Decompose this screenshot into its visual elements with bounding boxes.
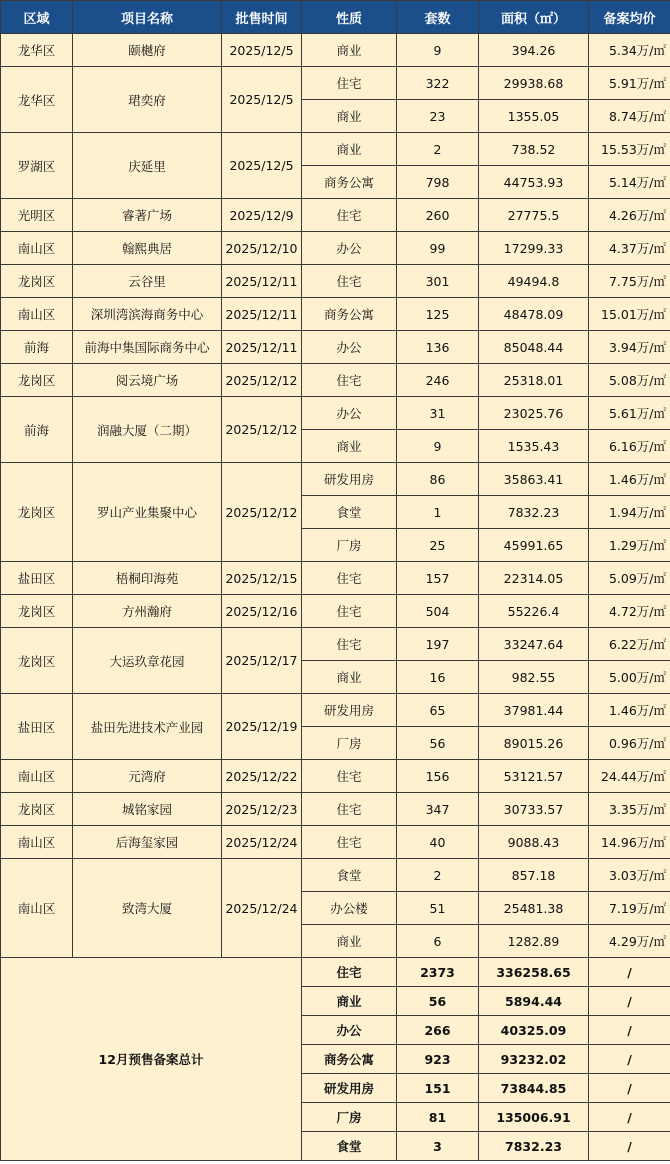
area-cell: 44753.93 xyxy=(479,166,589,199)
header-property-type: 性质 xyxy=(302,1,397,34)
avg-price-cell: 5.09万/㎡ xyxy=(589,562,670,595)
project-name-cell: 庆延里 xyxy=(73,133,222,199)
table-row xyxy=(1,859,670,892)
units-cell: 86 xyxy=(397,463,479,496)
project-name-cell: 城铭家园 xyxy=(73,793,222,826)
property-type-cell: 商业 xyxy=(302,661,397,694)
project-name-cell: 方州瀚府 xyxy=(73,595,222,628)
units-cell: 99 xyxy=(397,232,479,265)
approval-date-cell: 2025/12/15 xyxy=(222,562,302,595)
approval-date-cell: 2025/12/19 xyxy=(222,694,302,760)
area-cell: 1355.05 xyxy=(479,100,589,133)
units-cell: 125 xyxy=(397,298,479,331)
property-type-cell: 住宅 xyxy=(302,793,397,826)
project-name-cell: 云谷里 xyxy=(73,265,222,298)
property-type-cell: 商业 xyxy=(302,430,397,463)
approval-date-cell: 2025/12/12 xyxy=(222,364,302,397)
table-row xyxy=(1,298,670,331)
avg-price-cell: 3.35万/㎡ xyxy=(589,793,670,826)
summary-price-cell: / xyxy=(589,958,670,987)
district-cell: 南山区 xyxy=(1,760,73,793)
summary-price-cell: / xyxy=(589,1074,670,1103)
district-cell: 盐田区 xyxy=(1,562,73,595)
area-cell: 25318.01 xyxy=(479,364,589,397)
summary-area-cell: 93232.02 xyxy=(479,1045,589,1074)
area-cell: 45991.65 xyxy=(479,529,589,562)
property-type-cell: 商业 xyxy=(302,133,397,166)
area-cell: 37981.44 xyxy=(479,694,589,727)
property-type-cell: 商业 xyxy=(302,34,397,67)
avg-price-cell: 7.19万/㎡ xyxy=(589,892,670,925)
avg-price-cell: 1.46万/㎡ xyxy=(589,694,670,727)
district-cell: 龙岗区 xyxy=(1,463,73,562)
project-rows xyxy=(1,34,670,958)
summary-price-cell: / xyxy=(589,1016,670,1045)
area-cell: 394.26 xyxy=(479,34,589,67)
property-type-cell: 办公 xyxy=(302,232,397,265)
district-cell: 南山区 xyxy=(1,232,73,265)
district-cell: 光明区 xyxy=(1,199,73,232)
units-cell: 25 xyxy=(397,529,479,562)
approval-date-cell: 2025/12/11 xyxy=(222,298,302,331)
units-cell: 347 xyxy=(397,793,479,826)
district-cell: 龙岗区 xyxy=(1,364,73,397)
project-name-cell: 颐樾府 xyxy=(73,34,222,67)
approval-date-cell: 2025/12/24 xyxy=(222,826,302,859)
area-cell: 35863.41 xyxy=(479,463,589,496)
area-cell: 9088.43 xyxy=(479,826,589,859)
units-cell: 156 xyxy=(397,760,479,793)
table-row xyxy=(1,628,670,661)
area-cell: 85048.44 xyxy=(479,331,589,364)
area-cell: 27775.5 xyxy=(479,199,589,232)
area-cell: 23025.76 xyxy=(479,397,589,430)
summary-area-cell: 73844.85 xyxy=(479,1074,589,1103)
summary-type-cell: 商业 xyxy=(302,987,397,1016)
avg-price-cell: 1.94万/㎡ xyxy=(589,496,670,529)
district-cell: 龙华区 xyxy=(1,67,73,133)
district-cell: 前海 xyxy=(1,397,73,463)
property-type-cell: 住宅 xyxy=(302,199,397,232)
area-cell: 1282.89 xyxy=(479,925,589,958)
avg-price-cell: 5.61万/㎡ xyxy=(589,397,670,430)
project-name-cell: 珺奕府 xyxy=(73,67,222,133)
area-cell: 89015.26 xyxy=(479,727,589,760)
summary-rows xyxy=(1,958,670,1161)
units-cell: 6 xyxy=(397,925,479,958)
property-type-cell: 食堂 xyxy=(302,496,397,529)
summary-type-cell: 办公 xyxy=(302,1016,397,1045)
units-cell: 31 xyxy=(397,397,479,430)
area-cell: 17299.33 xyxy=(479,232,589,265)
property-type-cell: 商务公寓 xyxy=(302,298,397,331)
avg-price-cell: 15.53万/㎡ xyxy=(589,133,670,166)
property-type-cell: 住宅 xyxy=(302,760,397,793)
approval-date-cell: 2025/12/10 xyxy=(222,232,302,265)
district-cell: 盐田区 xyxy=(1,694,73,760)
avg-price-cell: 5.34万/㎡ xyxy=(589,34,670,67)
summary-price-cell: / xyxy=(589,1132,670,1161)
property-type-cell: 商务公寓 xyxy=(302,166,397,199)
project-name-cell: 盐田先进技术产业园 xyxy=(73,694,222,760)
avg-price-cell: 24.44万/㎡ xyxy=(589,760,670,793)
project-name-cell: 前海中集国际商务中心 xyxy=(73,331,222,364)
approval-date-cell: 2025/12/22 xyxy=(222,760,302,793)
units-cell: 157 xyxy=(397,562,479,595)
table-row xyxy=(1,826,670,859)
header-avg-price: 备案均价 xyxy=(589,1,670,34)
area-cell: 22314.05 xyxy=(479,562,589,595)
area-cell: 982.55 xyxy=(479,661,589,694)
table-row xyxy=(1,694,670,727)
property-type-cell: 住宅 xyxy=(302,67,397,100)
avg-price-cell: 3.94万/㎡ xyxy=(589,331,670,364)
property-type-cell: 住宅 xyxy=(302,595,397,628)
summary-area-cell: 135006.91 xyxy=(479,1103,589,1132)
project-name-cell: 阅云境广场 xyxy=(73,364,222,397)
table-row xyxy=(1,364,670,397)
units-cell: 798 xyxy=(397,166,479,199)
summary-type-cell: 食堂 xyxy=(302,1132,397,1161)
approval-date-cell: 2025/12/9 xyxy=(222,199,302,232)
table-row xyxy=(1,331,670,364)
summary-area-cell: 7832.23 xyxy=(479,1132,589,1161)
project-name-cell: 睿著广场 xyxy=(73,199,222,232)
table-row xyxy=(1,397,670,430)
summary-type-cell: 商务公寓 xyxy=(302,1045,397,1074)
district-cell: 龙岗区 xyxy=(1,265,73,298)
avg-price-cell: 4.72万/㎡ xyxy=(589,595,670,628)
property-type-cell: 研发用房 xyxy=(302,463,397,496)
area-cell: 738.52 xyxy=(479,133,589,166)
summary-units-cell: 56 xyxy=(397,987,479,1016)
avg-price-cell: 3.03万/㎡ xyxy=(589,859,670,892)
area-cell: 7832.23 xyxy=(479,496,589,529)
units-cell: 56 xyxy=(397,727,479,760)
avg-price-cell: 4.29万/㎡ xyxy=(589,925,670,958)
property-type-cell: 办公 xyxy=(302,331,397,364)
avg-price-cell: 8.74万/㎡ xyxy=(589,100,670,133)
area-cell: 25481.38 xyxy=(479,892,589,925)
project-name-cell: 翰熙典居 xyxy=(73,232,222,265)
units-cell: 197 xyxy=(397,628,479,661)
property-type-cell: 商业 xyxy=(302,925,397,958)
avg-price-cell: 0.96万/㎡ xyxy=(589,727,670,760)
approval-date-cell: 2025/12/5 xyxy=(222,133,302,199)
table-row xyxy=(1,67,670,100)
project-name-cell: 罗山产业集聚中心 xyxy=(73,463,222,562)
property-type-cell: 食堂 xyxy=(302,859,397,892)
project-name-cell: 大运玖章花园 xyxy=(73,628,222,694)
approval-date-cell: 2025/12/12 xyxy=(222,397,302,463)
summary-units-cell: 2373 xyxy=(397,958,479,987)
header-project-name: 项目名称 xyxy=(73,1,222,34)
summary-type-cell: 厂房 xyxy=(302,1103,397,1132)
avg-price-cell: 15.01万/㎡ xyxy=(589,298,670,331)
table-row xyxy=(1,463,670,496)
property-type-cell: 商业 xyxy=(302,100,397,133)
avg-price-cell: 4.37万/㎡ xyxy=(589,232,670,265)
table-row xyxy=(1,793,670,826)
approval-date-cell: 2025/12/11 xyxy=(222,265,302,298)
avg-price-cell: 7.75万/㎡ xyxy=(589,265,670,298)
area-cell: 33247.64 xyxy=(479,628,589,661)
units-cell: 9 xyxy=(397,34,479,67)
approval-date-cell: 2025/12/5 xyxy=(222,34,302,67)
district-cell: 前海 xyxy=(1,331,73,364)
table-row xyxy=(1,199,670,232)
avg-price-cell: 5.91万/㎡ xyxy=(589,67,670,100)
units-cell: 65 xyxy=(397,694,479,727)
district-cell: 南山区 xyxy=(1,298,73,331)
approval-date-cell: 2025/12/11 xyxy=(222,331,302,364)
avg-price-cell: 6.16万/㎡ xyxy=(589,430,670,463)
project-name-cell: 深圳湾滨海商务中心 xyxy=(73,298,222,331)
summary-units-cell: 266 xyxy=(397,1016,479,1045)
property-type-cell: 厂房 xyxy=(302,727,397,760)
summary-area-cell: 336258.65 xyxy=(479,958,589,987)
summary-area-cell: 40325.09 xyxy=(479,1016,589,1045)
approval-date-cell: 2025/12/5 xyxy=(222,67,302,133)
district-cell: 罗湖区 xyxy=(1,133,73,199)
units-cell: 16 xyxy=(397,661,479,694)
summary-units-cell: 151 xyxy=(397,1074,479,1103)
area-cell: 55226.4 xyxy=(479,595,589,628)
approval-date-cell: 2025/12/23 xyxy=(222,793,302,826)
area-cell: 29938.68 xyxy=(479,67,589,100)
property-type-cell: 厂房 xyxy=(302,529,397,562)
table-row xyxy=(1,265,670,298)
property-type-cell: 住宅 xyxy=(302,628,397,661)
units-cell: 1 xyxy=(397,496,479,529)
approval-date-cell: 2025/12/24 xyxy=(222,859,302,958)
district-cell: 龙岗区 xyxy=(1,628,73,694)
project-name-cell: 梧桐印海苑 xyxy=(73,562,222,595)
summary-type-cell: 研发用房 xyxy=(302,1074,397,1103)
avg-price-cell: 5.00万/㎡ xyxy=(589,661,670,694)
summary-type-cell: 住宅 xyxy=(302,958,397,987)
summary-label: 12月预售备案总计 xyxy=(1,958,302,1161)
table-row xyxy=(1,133,670,166)
district-cell: 南山区 xyxy=(1,826,73,859)
units-cell: 246 xyxy=(397,364,479,397)
avg-price-cell: 1.46万/㎡ xyxy=(589,463,670,496)
table-row xyxy=(1,760,670,793)
property-type-cell: 住宅 xyxy=(302,364,397,397)
area-cell: 48478.09 xyxy=(479,298,589,331)
avg-price-cell: 5.14万/㎡ xyxy=(589,166,670,199)
units-cell: 260 xyxy=(397,199,479,232)
units-cell: 504 xyxy=(397,595,479,628)
table-row xyxy=(1,595,670,628)
approval-date-cell: 2025/12/17 xyxy=(222,628,302,694)
table-row xyxy=(1,232,670,265)
area-cell: 1535.43 xyxy=(479,430,589,463)
property-type-cell: 住宅 xyxy=(302,826,397,859)
units-cell: 322 xyxy=(397,67,479,100)
avg-price-cell: 6.22万/㎡ xyxy=(589,628,670,661)
units-cell: 301 xyxy=(397,265,479,298)
property-type-cell: 住宅 xyxy=(302,562,397,595)
property-type-cell: 研发用房 xyxy=(302,694,397,727)
units-cell: 136 xyxy=(397,331,479,364)
units-cell: 2 xyxy=(397,859,479,892)
summary-row xyxy=(1,958,670,987)
avg-price-cell: 14.96万/㎡ xyxy=(589,826,670,859)
district-cell: 南山区 xyxy=(1,859,73,958)
summary-area-cell: 5894.44 xyxy=(479,987,589,1016)
summary-units-cell: 3 xyxy=(397,1132,479,1161)
approval-date-cell: 2025/12/12 xyxy=(222,463,302,562)
header-district: 区域 xyxy=(1,1,73,34)
avg-price-cell: 4.26万/㎡ xyxy=(589,199,670,232)
units-cell: 51 xyxy=(397,892,479,925)
units-cell: 40 xyxy=(397,826,479,859)
project-name-cell: 致湾大厦 xyxy=(73,859,222,958)
summary-units-cell: 923 xyxy=(397,1045,479,1074)
district-cell: 龙华区 xyxy=(1,34,73,67)
summary-price-cell: / xyxy=(589,987,670,1016)
summary-price-cell: / xyxy=(589,1103,670,1132)
area-cell: 857.18 xyxy=(479,859,589,892)
project-name-cell: 元湾府 xyxy=(73,760,222,793)
table-row xyxy=(1,34,670,67)
project-name-cell: 后海玺家园 xyxy=(73,826,222,859)
units-cell: 23 xyxy=(397,100,479,133)
summary-units-cell: 81 xyxy=(397,1103,479,1132)
property-type-cell: 住宅 xyxy=(302,265,397,298)
district-cell: 龙岗区 xyxy=(1,793,73,826)
header-area: 面积（㎡） xyxy=(479,1,589,34)
avg-price-cell: 5.08万/㎡ xyxy=(589,364,670,397)
summary-price-cell: / xyxy=(589,1045,670,1074)
table-row xyxy=(1,562,670,595)
area-cell: 53121.57 xyxy=(479,760,589,793)
header-row xyxy=(1,1,670,34)
header-units: 套数 xyxy=(397,1,479,34)
header-approval-date: 批售时间 xyxy=(222,1,302,34)
units-cell: 2 xyxy=(397,133,479,166)
property-type-cell: 办公楼 xyxy=(302,892,397,925)
units-cell: 9 xyxy=(397,430,479,463)
property-type-cell: 办公 xyxy=(302,397,397,430)
area-cell: 30733.57 xyxy=(479,793,589,826)
approval-date-cell: 2025/12/16 xyxy=(222,595,302,628)
project-name-cell: 润融大厦（二期） xyxy=(73,397,222,463)
avg-price-cell: 1.29万/㎡ xyxy=(589,529,670,562)
area-cell: 49494.8 xyxy=(479,265,589,298)
district-cell: 龙岗区 xyxy=(1,595,73,628)
